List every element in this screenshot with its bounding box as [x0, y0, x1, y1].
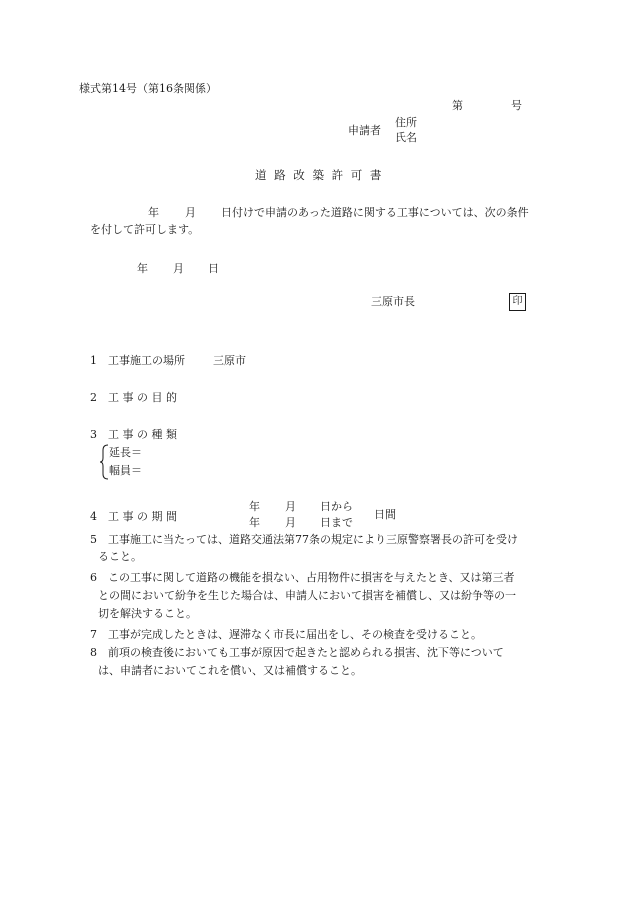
period-start-month: 月 — [285, 500, 296, 513]
item1-value: 三原市 — [213, 354, 246, 367]
condition8-line2: は、申請者においてこれを償い、又は補償すること。 — [98, 664, 362, 677]
issue-year: 年 — [137, 262, 148, 275]
condition5-line1: 5 工事施工に当たっては、道路交通法第77条の規定により三原警察署長の許可を受け — [90, 533, 518, 546]
item4-label: 4 工 事 の 期 間 — [90, 510, 177, 523]
document-title: 道 路 改 築 許 可 書 — [255, 168, 384, 182]
name-label: 氏名 — [395, 131, 417, 144]
condition5-line2: ること。 — [98, 550, 142, 563]
address-label: 住所 — [395, 116, 417, 129]
brace-icon — [99, 444, 109, 480]
period-days: 日間 — [374, 508, 396, 521]
intro-line1: 日付けで申請のあった道路に関する工事については、次の条件 — [221, 206, 529, 219]
doc-number-prefix: 第 — [452, 99, 463, 112]
condition6-line3: 切を解決すること。 — [98, 607, 197, 620]
issue-day: 日 — [208, 262, 219, 275]
condition6-line2: との間において紛争を生じた場合は、申請人において損害を補償し、又は紛争等の一 — [98, 589, 516, 602]
period-end-year: 年 — [249, 516, 260, 529]
item1-label: 1 工事施工の場所 — [90, 354, 185, 367]
period-end-month: 月 — [285, 516, 296, 529]
doc-number-suffix: 号 — [511, 99, 522, 112]
form-number: 様式第14号（第16条関係） — [79, 82, 217, 95]
intro-year: 年 — [148, 206, 159, 219]
seal-mark: 印 — [509, 293, 526, 311]
item3-label: 3 工 事 の 種 類 — [90, 428, 177, 441]
width-label: 幅員＝ — [109, 464, 142, 477]
period-from: 日から — [320, 500, 353, 513]
intro-month: 月 — [185, 206, 196, 219]
condition7-line1: 7 工事が完成したときは、遅滞なく市長に届出をし、その検査を受けること。 — [90, 628, 482, 641]
period-until: 日まで — [320, 516, 353, 529]
condition8-line1: 8 前項の検査後においても工事が原因で起きたと認められる損害、沈下等について — [90, 646, 504, 659]
item2-label: 2 工 事 の 目 的 — [90, 391, 177, 404]
applicant-label: 申請者 — [348, 124, 381, 137]
issuer-name: 三原市長 — [371, 295, 415, 308]
intro-line2: を付して許可します。 — [90, 223, 200, 236]
issue-month: 月 — [173, 262, 184, 275]
period-start-year: 年 — [249, 500, 260, 513]
length-label: 延長＝ — [109, 446, 142, 459]
condition6-line1: 6 この工事に関して道路の機能を損ない、占用物件に損害を与えたとき、又は第三者 — [90, 571, 515, 584]
